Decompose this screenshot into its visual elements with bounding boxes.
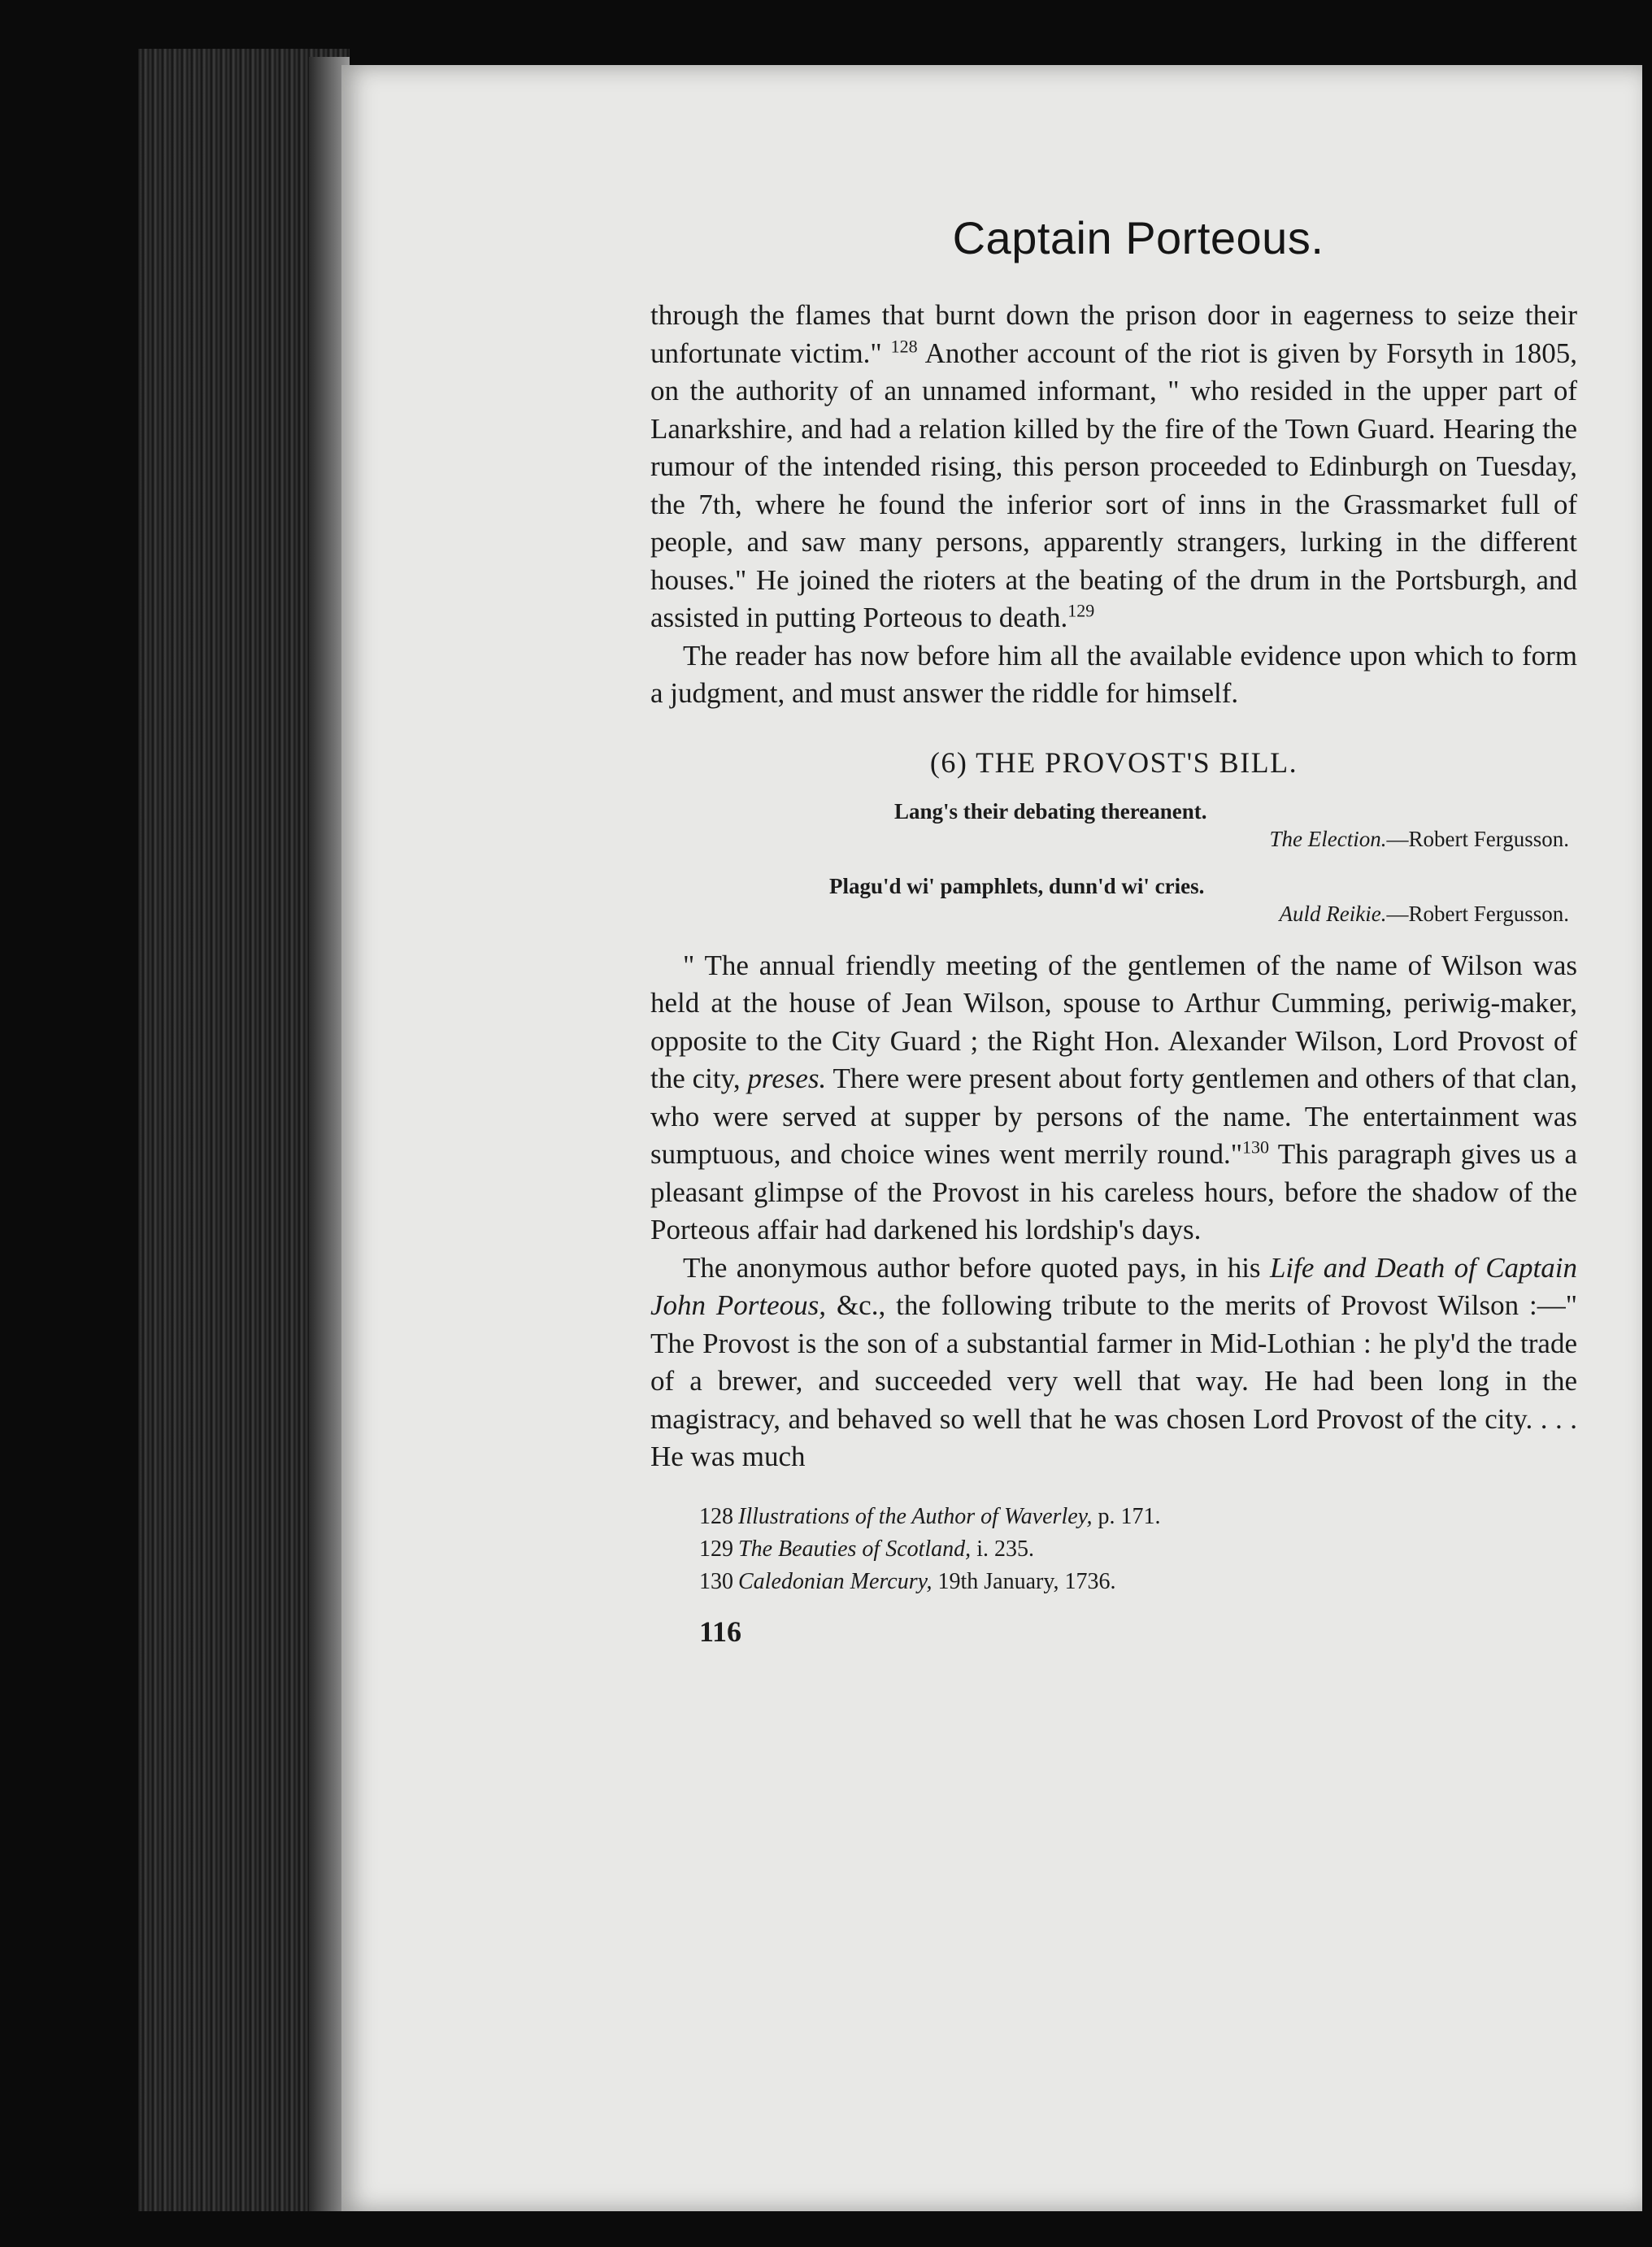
running-head: Captain Porteous. [952,212,1324,263]
section-heading: (6) THE PROVOST'S BILL. [929,745,1298,779]
paragraph-2: The reader has now before him all the available evidence upon which to form a judgment, and must answer the riddle for himself. [650,639,1577,709]
paragraph-3: " The annual friendly meeting of the gentlemen of the name of Wilson was held at the house of Jean Wilson, spouse to Arthur Cumming, periwig-maker, opposite to the City Guard ; the Right Hon. Alexander Wilson, Lord Provost of the city, preses. There were present about forty gentlemen and others of that clan, who were served at supper by persons of the name. The entertainment was sumptuous, and choice wines went merrily round."$^{130}$ This paragraph gives us a pleasant glimpse of the Provost in his careless hours, before the shadow of the Porteous affair had darkened his lordship's days. [650,949,1578,1245]
epigraph-1 [650,798,1577,853]
epigraph-attribution: The Election.—Robert Fergusson. [1269,826,1569,851]
page-number: 116 [699,1615,742,1648]
footnote-129: 129 The Beauties of Scotland, i. 235. [699,1536,1034,1562]
page-content [650,211,1577,1649]
book-page [341,65,1642,2211]
footnote-ref-130[interactable]: 130 [1242,1137,1270,1158]
epigraph-attribution: Auld Reikie.—Robert Fergusson. [1279,901,1569,926]
epigraph-line: Lang's their debating thereanent. [894,798,1207,824]
epigraph-line: Plagu'd wi' pamphlets, dunn'd wi' cries. [829,873,1205,898]
footnote-ref-128[interactable]: 128 [890,335,918,356]
footnote-ref-129[interactable]: 129 [1067,600,1095,621]
paragraph-1: through the flames that burnt down the prison door in eagerness to seize their unfortunate victim." $^{128}$ Another account of the riot is given by Forsyth in 1805, on the authority of an unnamed informant, " who resided in the upper part of Lanarkshire, and had a relation killed by the fire of the Town Guard. Hearing the rumour of the intended rising, this person proceeded to Edinburgh on Tuesday, the 7th, where he found the inferior sort of inns in the Grassmarket full of people, and saw many persons, apparently strangers, lurking in the different houses." He joined the rioters at the beating of the drum in the Portsburgh, and assisted in putting Porteous to death.$^{129}$ [650,299,1577,633]
epigraph-2 [650,872,1577,928]
footnote-128: 128 Illustrations of the Author of Waverley, p. 171. [699,1503,1161,1529]
paragraph-4: The anonymous author before quoted pays, in his Life and Death of Captain John Porteous, &c., the following tribute to the merits of Provost Wilson :—" The Provost is the son of a substantial farmer in Mid-Lothian : he ply'd the trade of a brewer, and succeeded very well that way. He had been long in the magistracy, and behaved so well that he was chosen Lord Provost of the city. . . . He was much [650,1251,1577,1472]
footnotes [699,1501,1577,1598]
footnote-130: 130 Caledonian Mercury, 19th January, 1736. [699,1568,1116,1594]
